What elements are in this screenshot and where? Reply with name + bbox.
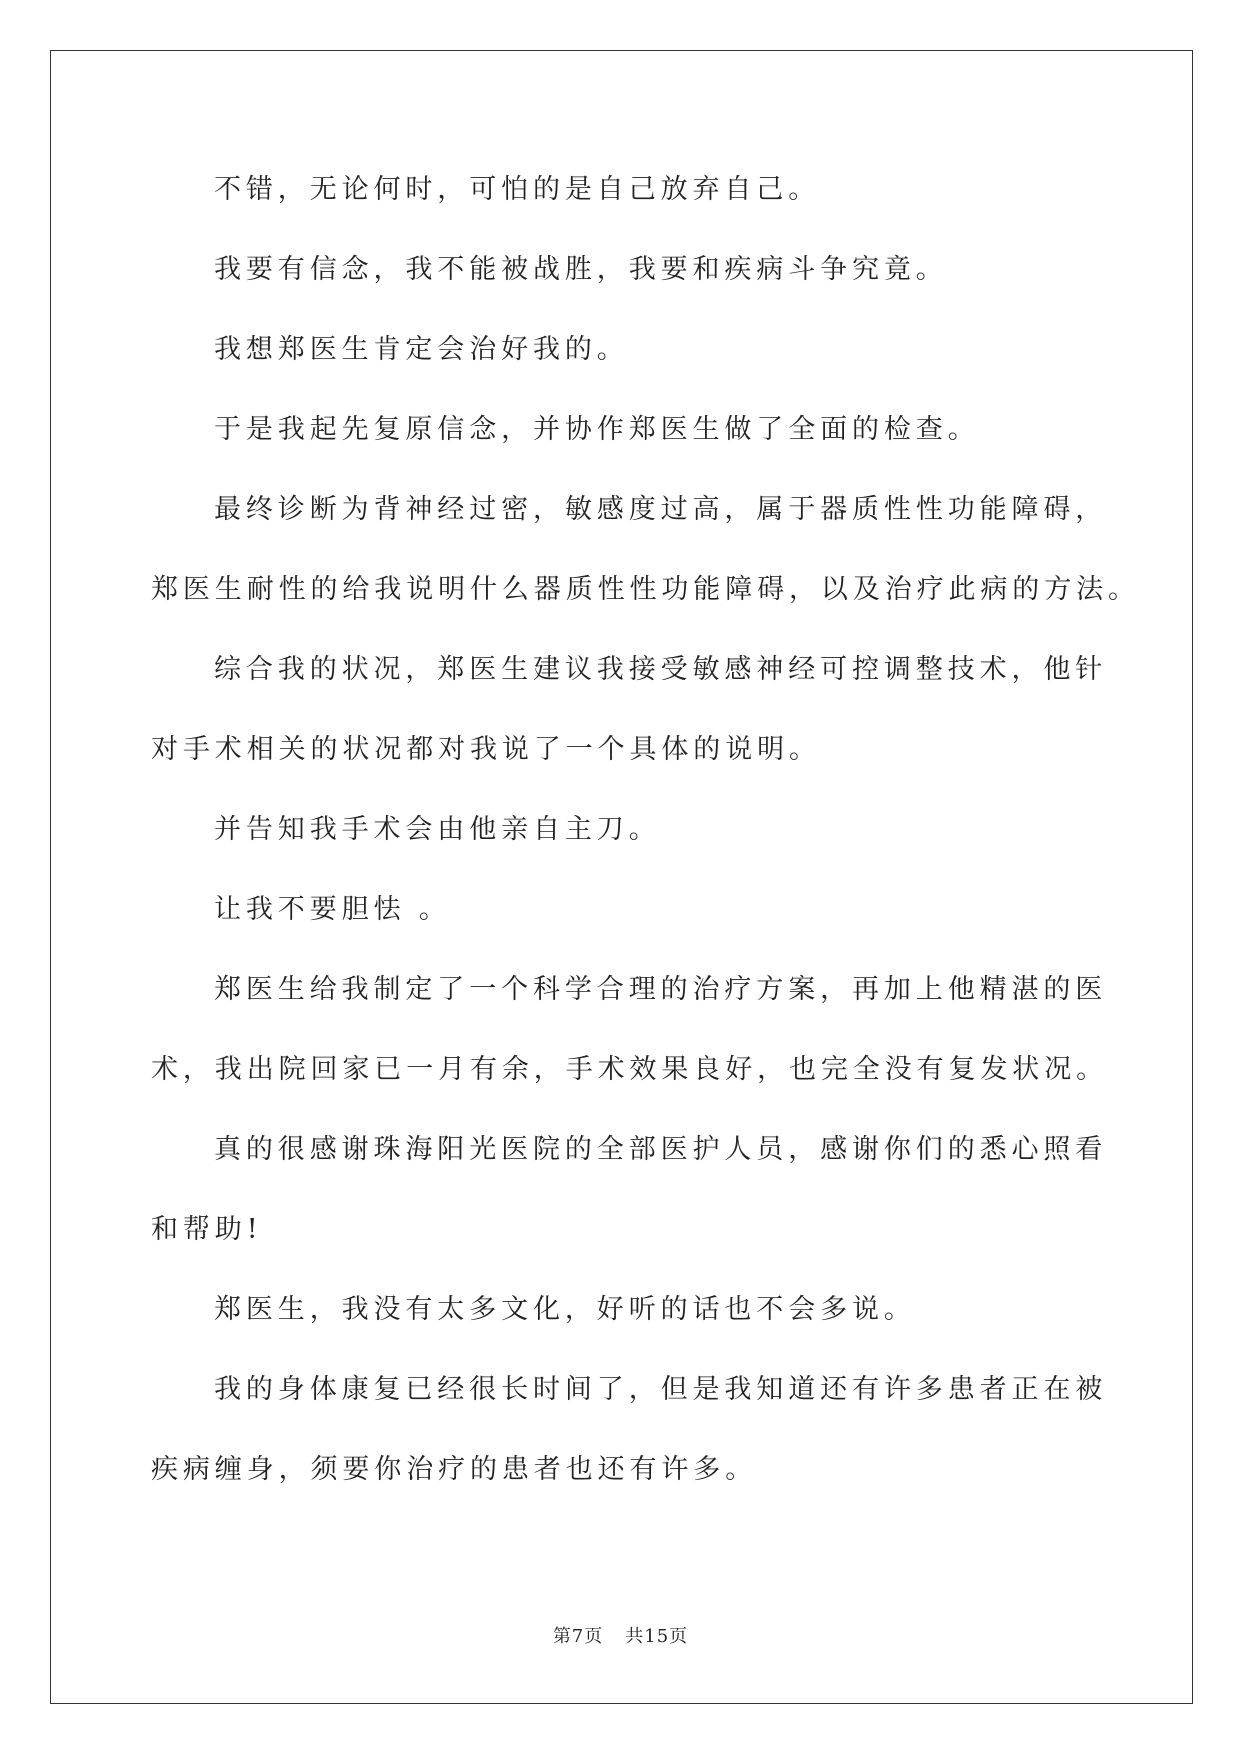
page-number-total: 共15页 xyxy=(625,1626,689,1647)
paragraph-line: 于是我起先复原信念，并协作郑医生做了全面的检查。 xyxy=(214,414,980,445)
paragraph-line: 郑医生给我制定了一个科学合理的治疗方案，再加上他精湛的医 xyxy=(214,974,1108,1005)
paragraph-line: 综合我的状况，郑医生建议我接受敏感神经可控调整技术，他针 xyxy=(214,654,1108,685)
paragraph-line: 郑医生耐性的给我说明什么器质性性功能障碍，以及治疗此病的方法。 xyxy=(151,574,1140,605)
paragraph-line: 最终诊断为背神经过密，敏感度过高，属于器质性性功能障碍， xyxy=(214,494,1108,525)
paragraph-line: 和帮助! xyxy=(151,1214,263,1245)
paragraph-line: 对手术相关的状况都对我说了一个具体的说明。 xyxy=(151,734,821,765)
page-number-current: 第7页 xyxy=(552,1626,604,1647)
page-footer xyxy=(0,1625,1241,1649)
paragraph-line: 让我不要胆怯 。 xyxy=(214,894,451,925)
paragraph-line: 术，我出院回家已一月有余，手术效果良好，也完全没有复发状况。 xyxy=(151,1054,1108,1085)
paragraph-line: 我的身体康复已经很长时间了，但是我知道还有许多患者正在被 xyxy=(214,1374,1108,1405)
paragraph-line: 疾病缠身，须要你治疗的患者也还有许多。 xyxy=(151,1454,758,1485)
paragraph-line: 我想郑医生肯定会治好我的。 xyxy=(214,334,629,365)
paragraph-line: 并告知我手术会由他亲自主刀。 xyxy=(214,814,661,845)
paragraph-line: 真的很感谢珠海阳光医院的全部医护人员，感谢你们的悉心照看 xyxy=(214,1134,1108,1165)
paragraph-line: 我要有信念，我不能被战胜，我要和疾病斗争究竟。 xyxy=(214,254,948,285)
paragraph-line: 郑医生，我没有太多文化，好听的话也不会多说。 xyxy=(214,1294,916,1325)
paragraph-line: 不错，无论何时，可怕的是自己放弃自己。 xyxy=(214,174,821,205)
